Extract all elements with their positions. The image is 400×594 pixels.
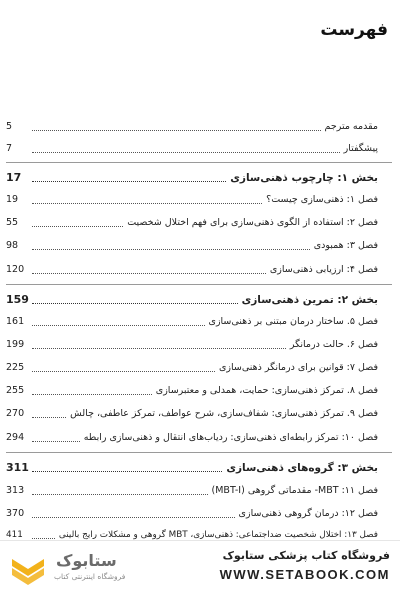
toc-leader <box>32 325 205 326</box>
logo-wordmark: ستابوک <box>56 551 117 570</box>
toc-leader <box>32 303 238 304</box>
toc-entry-label: فصل ۱۱: MBT- مقدماتی گروهی (MBT-I) <box>211 485 378 496</box>
toc-chapter <box>6 191 378 207</box>
toc-entry-label: فصل ۱۰: تمرکز رابطه‌ای ذهنی‌سازی: ردیاب‌های انتقال و ذهنی‌سازی رابطه <box>83 432 378 443</box>
toc-entry-label: فصل ۶. حالت درمانگر <box>289 339 378 350</box>
toc-leader <box>32 203 262 204</box>
toc-part-1 <box>6 167 378 185</box>
toc-leader <box>32 130 321 131</box>
toc-leader <box>32 417 66 418</box>
toc-part-2 <box>6 289 378 307</box>
toc-page-number: 19 <box>6 194 19 205</box>
toc-chapter <box>6 261 378 277</box>
toc-page-number: 225 <box>6 362 25 373</box>
logo-tagline: فروشگاه اینترنتی کتاب <box>54 572 126 581</box>
toc-chapter <box>6 382 378 398</box>
toc-part-label: بخش ۲: تمرین ذهنی‌سازی <box>241 294 378 306</box>
toc-leader <box>32 394 152 395</box>
toc-page-number: 161 <box>6 316 25 327</box>
toc-entry-label: پیشگفتار <box>343 143 378 154</box>
toc-part-label: بخش ۳: گروه‌های ذهنی‌سازی <box>226 462 378 474</box>
toc-entry-label: مقدمه مترجم <box>324 121 378 132</box>
toc-leader <box>32 226 123 227</box>
toc-page-number: 199 <box>6 339 25 350</box>
toc-leader <box>32 471 222 472</box>
book-chevron-logo-icon <box>8 549 48 587</box>
toc-page-number: 311 <box>6 461 29 474</box>
toc-page-number: 5 <box>6 121 13 132</box>
toc-leader <box>32 348 286 349</box>
toc-entry-label: فصل ۱۳: اختلال شخصیت ضداجتماعی: ذهنی‌سازی، MBT گروهی و مشکلات رایج بالینی <box>58 530 378 540</box>
toc-page-number: 98 <box>6 240 19 251</box>
toc-chapter <box>6 359 378 375</box>
toc-part-3 <box>6 457 378 475</box>
toc-leader <box>32 249 310 250</box>
toc-leader <box>32 538 55 539</box>
toc-page-number: 7 <box>6 143 13 154</box>
toc-entry-label: فصل ۲: استفاده از الگوی ذهنی‌سازی برای فهم اختلال شخصیت <box>127 217 378 228</box>
toc-leader <box>32 517 235 518</box>
toc-page-number: 294 <box>6 432 25 443</box>
toc-page-number: 270 <box>6 408 25 419</box>
toc-entry-label: فصل ۱۲: درمان گروهی ذهنی‌سازی <box>238 508 378 519</box>
store-url-link[interactable]: WWW.SETABOOK.COM <box>219 567 390 582</box>
toc-entry-label: فصل ۱: ذهنی‌سازی چیست؟ <box>266 194 378 205</box>
toc-leader <box>32 273 266 274</box>
toc-entry-label: فصل ۵. ساختار درمان مبتنی بر ذهنی‌سازی <box>208 316 378 327</box>
toc-part-label: بخش ۱: چارچوب ذهنی‌سازی <box>230 172 378 184</box>
toc-leader <box>32 441 80 442</box>
store-name: فروشگاه کتاب پزشکی ستابوک <box>222 549 390 562</box>
toc-chapter <box>6 214 378 230</box>
toc-entry-preface <box>6 140 378 156</box>
toc-page-number: 411 <box>6 530 23 540</box>
toc-leader <box>32 371 215 372</box>
section-divider <box>6 284 392 285</box>
toc-page-number: 159 <box>6 293 29 306</box>
toc-chapter <box>6 336 378 352</box>
toc-chapter <box>6 405 378 421</box>
toc-entry-label: فصل ۴: ارزیابی ذهنی‌سازی <box>269 264 378 275</box>
toc-chapter <box>6 505 378 521</box>
toc-page-number: 120 <box>6 264 25 275</box>
toc-leader <box>32 181 226 182</box>
setabook-logo <box>8 549 153 587</box>
toc-entry-label: فصل ۹. تمرکز ذهنی‌سازی: شفاف‌سازی، شرح عواطف، تمرکز عاطفی، چالش <box>70 408 378 419</box>
toc-page-number: 313 <box>6 485 25 496</box>
toc-page-number: 255 <box>6 385 25 396</box>
toc-chapter <box>6 313 378 329</box>
section-divider <box>6 452 392 453</box>
toc-entry-intro <box>6 118 378 134</box>
toc-title: فهرست <box>320 20 388 40</box>
toc-page-number: 370 <box>6 508 25 519</box>
store-footer-banner <box>0 540 400 594</box>
toc-leader <box>32 494 208 495</box>
toc-chapter <box>6 429 378 445</box>
toc-page-number: 17 <box>6 171 22 184</box>
toc-chapter <box>6 482 378 498</box>
toc-entry-label: فصل ۷: قوانین برای درمانگر ذهنی‌سازی <box>218 362 378 373</box>
section-divider <box>6 162 392 163</box>
toc-chapter <box>6 237 378 253</box>
toc-page-number: 55 <box>6 217 19 228</box>
toc-entry-label: فصل ۳: همبودی <box>313 240 378 251</box>
toc-entry-label: فصل ۸. تمرکز ذهنی‌سازی: حمایت، همدلی و معتبرسازی <box>155 385 378 396</box>
toc-leader <box>32 152 340 153</box>
